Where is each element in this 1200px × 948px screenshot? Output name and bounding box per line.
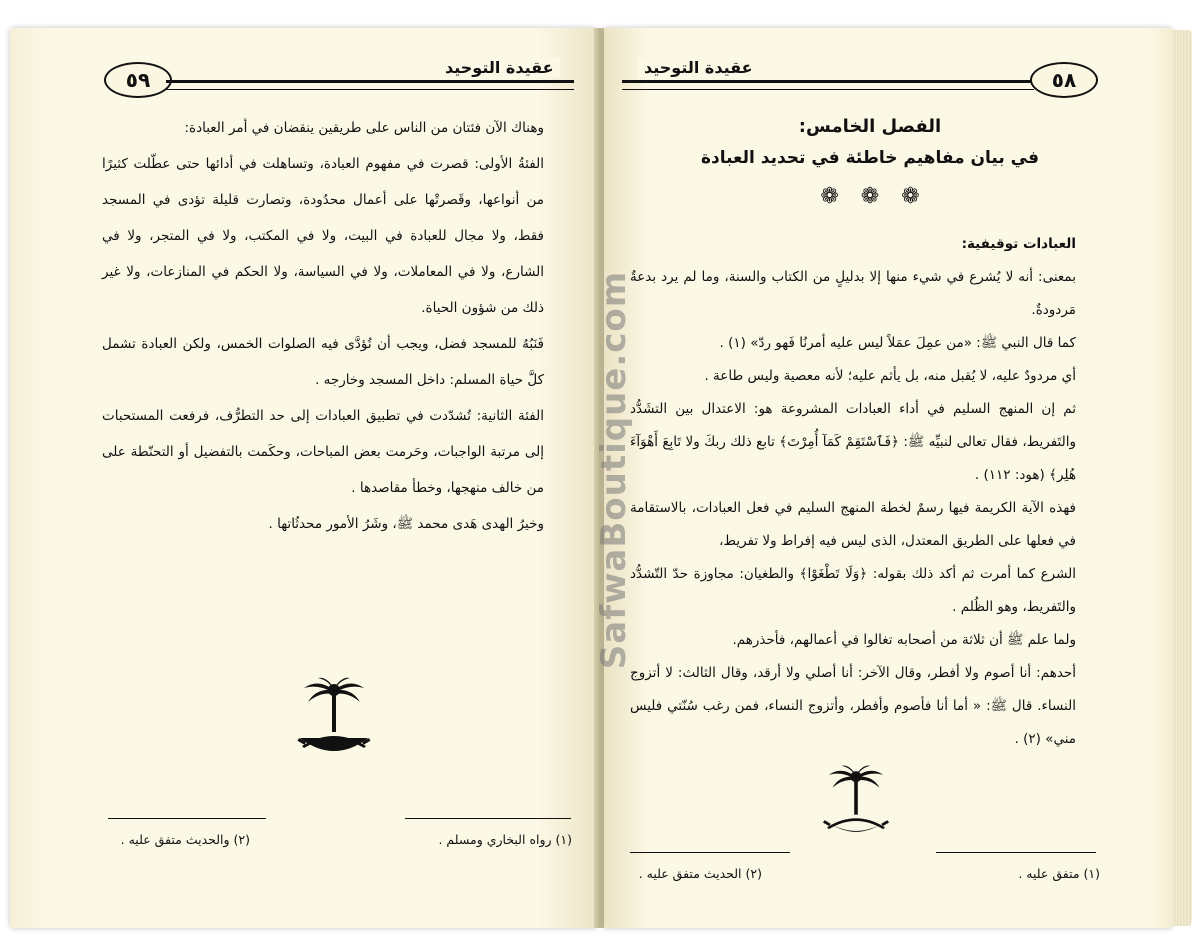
page-edges [1172,30,1192,926]
chapter-subheading: في بيان مفاهيم خاطئة في تحديد العبادة [700,148,1040,168]
paragraph: الشرع كما أمرت ثم أكد ذلك بقوله: ﴿وَلَا تَطْغَوْا﴾ والطغيان: مجاوزة حدّ التّشدُّد والتَفريط، وهو الظُلم . [630,566,1076,615]
header-rule [622,80,1034,90]
paragraph: كما قال النبي ﷺ: «من عمِلَ عمَلاً ليس عليه أمرنُا فَهو ردّ» (١) . [719,335,1076,351]
flower-ornament-icon: ❁ [820,184,839,209]
header-rule [166,80,574,90]
footnote-rule [405,818,571,819]
paragraph: الفئةُ الأولى: قصرت في مفهوم العبادة، وتساهلت في أدائها حتى عطّلت كثيرًا من أنواعها، وقَصرتْها على أعمال محدُودة، وتصارت قليلة تؤدى في المسجد فقط، ولا مجال للعبادة في البيت، ولا في المكتب، ولا في المتجر، ولا في الشارع، ولا في المعاملات، ولا في السياسة، ولا الحكم في المنازعات، ولا غير ذلك من شؤون الحياة. [102,156,544,316]
paragraph: وهناك الآن فئتان من الناس على طريقين ينقضان في أمر العبادة: [184,120,544,136]
paragraph: الفئة الثانية: تُشدّدت في تطبيق العبادات إلى حد التطرُّف، فرفعت المستحبات إلى مرتبة الواجبات، وحَرمت بعض المباحات، وحكَمت بالتفضيل أو التحنّطة على من خالف منهجها، وخطأ مقاصدها . [102,408,544,496]
palm-swords-emblem [294,676,374,760]
page-number: ٥٨ [1030,62,1098,98]
chapter-heading: الفصل الخامس: [798,116,942,137]
left-page-header [104,58,580,98]
paragraph: أي مردودٌ عليه، لا يُقبل منه، بل يأثم عليه؛ لأنه معصية وليس طاعة . [704,368,1076,384]
paragraph: وخيرُ الهدى هَدى محمد ﷺ، وشَرُ الأمور محدثُاتها . [268,516,544,532]
paragraph: ولما علم ﷺ أن ثلاثة من أصحابه تغالوا في أعمالهم، فأحذرهم. [732,632,1076,648]
page-number: ٥٩ [104,62,172,98]
flower-ornament-icon: ❁ [901,184,920,209]
right-page-header [622,58,1092,98]
left-page-body [102,110,568,542]
footnote-rule [630,852,790,853]
right-page-body [630,228,1100,756]
paragraph: فَنَبُهُ للمسجد فضل، ويجب أن تُؤدَّى فيه الصلوات الخمس، ولكن العبادة تشمل كلَّ حياة المسلم: داخل المسجد وخارجه . [102,336,544,388]
footnote: (٢) الحديث متفق عليه . [638,866,762,881]
running-title: عقيدة التوحيد [439,58,560,77]
flower-ornament-icon: ❁ [860,184,880,209]
footnote: (١) متفق عليه . [1018,866,1100,881]
footnote-rule [936,852,1096,853]
paragraph: أحدهم: أنا أصوم ولا أفطر، وقال الآخر: أنا أصلي ولا أرقد، وقال الثالث: لا أتزوج النساء. قال ﷺ: « أما أنا فأصوم وأفطر، وأتزوج النساء، فمن رغب سُنّتي فليس مني» (٢) . [630,665,1076,747]
paragraph: ثم إن المنهج السليم في أداء العبادات المشروعة هو: الاعتدال بين التشَدُّد والتَفريط، فقال تعالى لنبيِّه ﷺ: ﴿فَٱسْتَقِمْ كَمَآ أُمِرْتَ﴾ تابع ذلك ربكَ ولا تَابِعَ أَهْوَآءَ هُلِر﴾ (هود: ١١٢) . [630,401,1076,483]
paragraph: بمعنى: أنه لا يُشرع في شيء منها إلا بدليلٍ من الكتاب والسنة، وما لم يرد بدعةٌ مَردودةٌ. [630,269,1076,318]
paragraph: فهذه الآية الكريمة فيها رسمٌ لخطة المنهج السليم في فعل العبادات، بالاستقامة في فعلها على الطريق المعتدل، الذى ليس فيه إفراط ولا تفريط، [630,500,1076,549]
running-title: عقيدة التوحيد [638,58,759,77]
section-heading: العبادات توقيفية: [961,236,1076,252]
footnote: (١) رواه البخاري ومسلم . [438,832,572,847]
palm-swords-emblem [818,764,894,840]
footnote: (٢) والحديث متفق عليه . [120,832,250,847]
footnote-rule [108,818,266,819]
watermark-text: SafwaBoutique.com [594,270,634,670]
ornament-row [630,186,1110,208]
